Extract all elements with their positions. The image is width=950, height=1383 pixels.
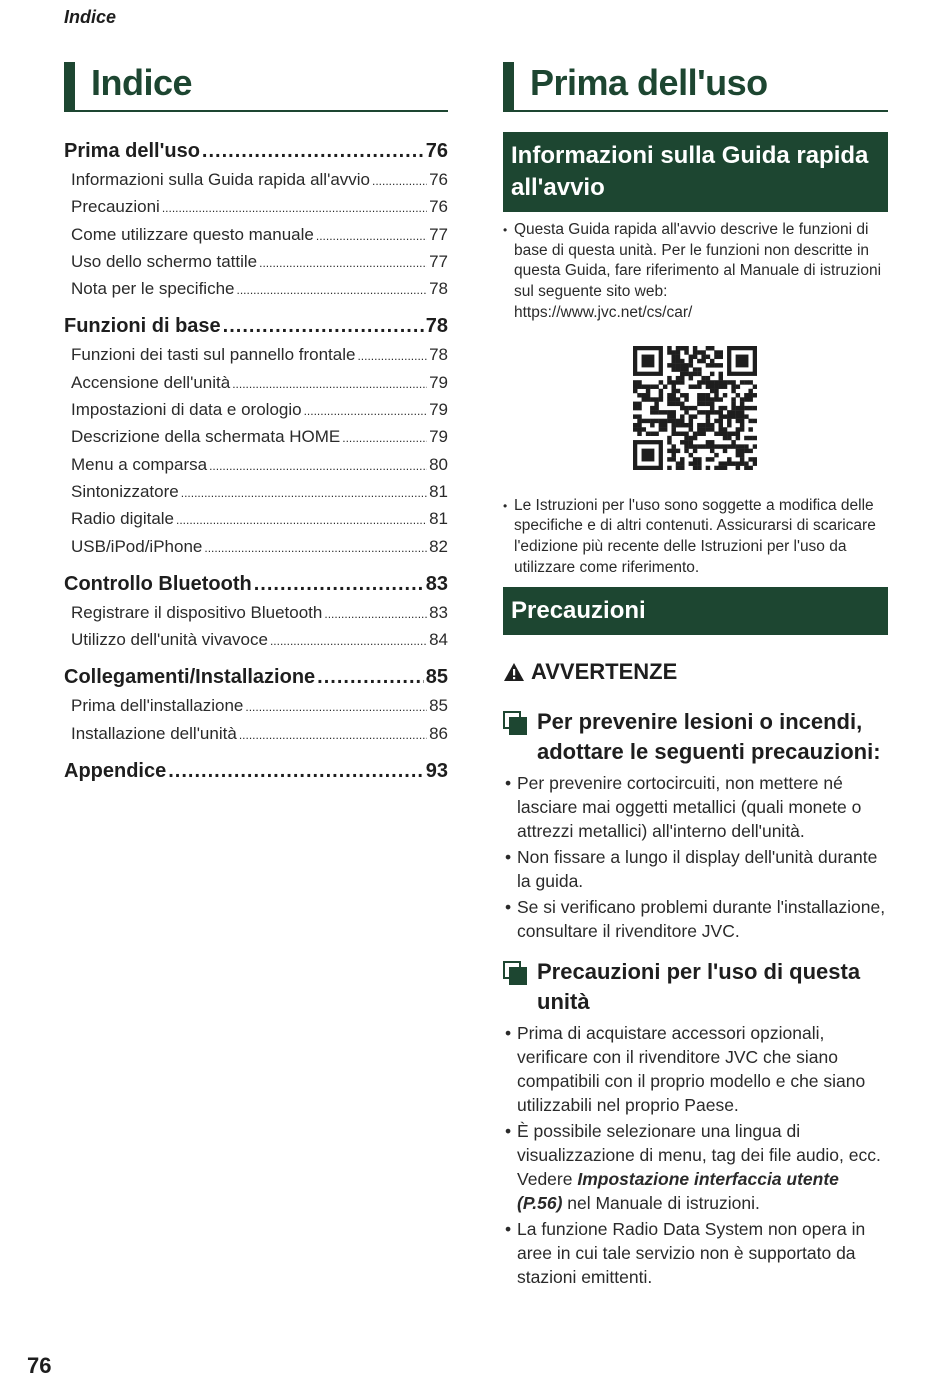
toc-entry-main[interactable] [64,311,448,341]
toc-label: Nota per le specifiche [71,279,235,299]
usage-list [503,1021,888,1289]
section-title: Prima dell'uso [503,62,888,112]
toc-page: 77 [429,224,448,244]
toc-label: Prima dell'installazione [71,696,244,716]
precautions-banner: Precauzioni [503,587,888,635]
info-text: Questa Guida rapida all'avvio descrive le funzioni di base di questa unità. Per le funzioni non descritte in questa Guida, fare riferimento al Manuale di istruzioni sul seguente sito web: [514,221,882,301]
table-of-contents [64,136,448,786]
toc-leader [232,369,427,398]
toc-entry[interactable] [64,505,448,532]
toc-label: Informazioni sulla Guida rapida all'avvio [71,170,371,189]
toc-leader [236,275,427,304]
toc-page: 76 [429,170,448,189]
section-marker-icon [503,711,527,735]
toc-page: 78 [429,345,448,365]
toc-leader [317,662,424,692]
toc-page: 76 [425,140,448,162]
toc-leader [245,692,427,721]
toc-label: Menu a comparsa [71,454,208,474]
toc-entry[interactable] [64,369,448,396]
toc-label: Accensione dell'unità [71,372,231,392]
toc-entry-main[interactable] [64,756,448,786]
toc-label: Impostazioni di data e orologio [71,400,302,420]
toc-leader [239,720,427,749]
toc-label: Come utilizzare questo manuale [71,224,314,244]
toc-label: USB/iPod/iPhone [71,536,203,556]
subheading-injury [503,707,888,767]
toc-label: Radio digitale [71,509,175,529]
toc-leader [304,396,427,425]
qr-code-graphic [633,346,757,470]
toc-entry[interactable] [64,275,448,302]
toc-group [64,136,448,302]
toc-page: 76 [429,197,448,217]
toc-leader [181,478,427,507]
list-item: • Per prevenire cortocircuiti, non mettere né lasciare mai oggetti metallici (quali monete o attrezzi metallici) all'interno dell'unità. [503,771,888,843]
list-item [503,220,888,324]
toc-entry[interactable] [64,341,448,368]
toc-leader [270,626,427,655]
toc-leader [316,221,427,250]
toc-page: 85 [425,666,448,689]
toc-group [64,311,448,559]
list-item: • Le Istruzioni per l'uso sono soggette a modifica delle specifiche e di altri contenuti. Assicurarsi di scaricare l'edizione più recente delle Istruzioni per l'uso da utilizzare come riferimento. [503,496,888,579]
text: nel Manuale di istruzioni. [562,1193,760,1214]
text: È possibile selezionare una lingua di visualizzazione di menu, tag dei file audio, ecc. Vedere [517,1121,881,1190]
toc-page: 81 [429,509,448,529]
toc-page: 79 [429,400,448,420]
toc-label: Descrizione della schermata HOME [71,427,341,447]
toc-entry[interactable] [64,533,448,560]
toc-label: Funzioni di base [64,315,221,338]
toc-label: Uso dello schermo tattile [71,251,258,271]
toc-page: 86 [429,723,448,743]
toc-entry[interactable] [64,193,448,220]
warning-heading [503,657,888,687]
toc-page: 79 [429,372,448,392]
info-list [503,220,888,324]
toc-leader [254,569,424,599]
toc-label: Precauzioni [71,197,160,217]
subheading-text: Per prevenire lesioni o incendi, adottare le seguenti precauzioni: [537,709,881,765]
list-item: • Non fissare a lungo il display dell'unità durante la guida. [503,845,888,893]
section-marker-icon [503,961,527,985]
running-head: Indice [64,7,117,27]
toc-label: Funzioni dei tasti sul pannello frontale [71,345,356,365]
toc-page: 85 [429,696,448,716]
subheading-text: Precauzioni per l'uso di questa unità [537,959,861,1015]
toc-label: Sintonizzatore [71,481,179,501]
toc-page: 79 [429,427,448,447]
toc-group [64,662,448,747]
toc-entry[interactable] [64,396,448,423]
toc-entry[interactable] [64,423,448,450]
toc-entry-main[interactable] [64,569,448,599]
toc-entry[interactable] [64,221,448,248]
toc-group [64,756,448,786]
qr-code [633,346,757,470]
warning-label: AVVERTENZE [531,659,678,685]
toc-leader [209,451,427,480]
toc-group [64,569,448,654]
toc-page: 82 [429,536,448,556]
toc-label: Utilizzo dell'unità vivavoce [71,630,268,650]
warning-icon [503,662,525,682]
list-item: • La funzione Radio Data System non opera in aree in cui tale servizio non è supportato da stazioni emittenti. [503,1217,888,1289]
toc-label: Installazione dell'unità [71,723,237,743]
list-item [503,1119,888,1215]
list-item: • Prima di acquistare accessori opzionali, verificare con il rivenditore JVC che siano compatibili con il proprio modello e che siano utilizzabili nel proprio Paese. [503,1021,888,1117]
toc-title: Indice [64,62,448,112]
toc-entry[interactable] [64,720,448,747]
toc-entry[interactable] [64,626,448,653]
toc-entry[interactable] [64,599,448,626]
toc-entry[interactable] [64,478,448,505]
toc-label: Collegamenti/Installazione [64,666,316,689]
subheading-usage [503,957,888,1017]
toc-entry[interactable] [64,692,448,719]
toc-label: Controllo Bluetooth [64,572,252,595]
toc-page: 78 [425,315,448,338]
toc-page: 83 [429,602,448,622]
toc-entry[interactable] [64,248,448,275]
injury-list [503,771,888,943]
toc-entry[interactable] [64,451,448,478]
content-column [503,62,888,1291]
toc-leader [176,505,427,534]
toc-entry-main[interactable] [64,136,448,166]
toc-page: 93 [425,760,448,783]
toc-entry-main[interactable] [64,662,448,692]
toc-label: Prima dell'uso [64,140,200,162]
toc-leader [202,136,424,166]
toc-leader [223,311,424,341]
info-list-2 [503,496,888,579]
toc-label: Appendice [64,760,167,783]
toc-page: 78 [429,279,448,299]
toc-column [64,62,448,795]
toc-leader [372,166,427,195]
toc-page: 77 [429,251,448,271]
toc-leader [259,248,427,277]
toc-page: 84 [429,630,448,650]
toc-leader [204,533,427,562]
toc-leader [168,756,424,786]
toc-leader [357,341,427,370]
toc-entry[interactable] [64,166,448,193]
toc-leader [342,423,427,452]
page-number: 76 [27,1353,52,1378]
manual-url[interactable]: https://www.jvc.net/cs/car/ [514,303,693,321]
toc-leader [162,193,427,222]
list-item: • Se si verificano problemi durante l'installazione, consultare il rivenditore JVC. [503,895,888,943]
toc-leader [324,599,427,628]
toc-page: 83 [425,572,448,595]
toc-page: 80 [429,454,448,474]
toc-label: Registrare il dispositivo Bluetooth [71,602,323,622]
info-banner: Informazioni sulla Guida rapida all'avvio [503,132,888,212]
toc-page: 81 [429,481,448,501]
manual-reference-link[interactable]: Impostazione interfaccia utente (P.56) [517,1169,839,1214]
